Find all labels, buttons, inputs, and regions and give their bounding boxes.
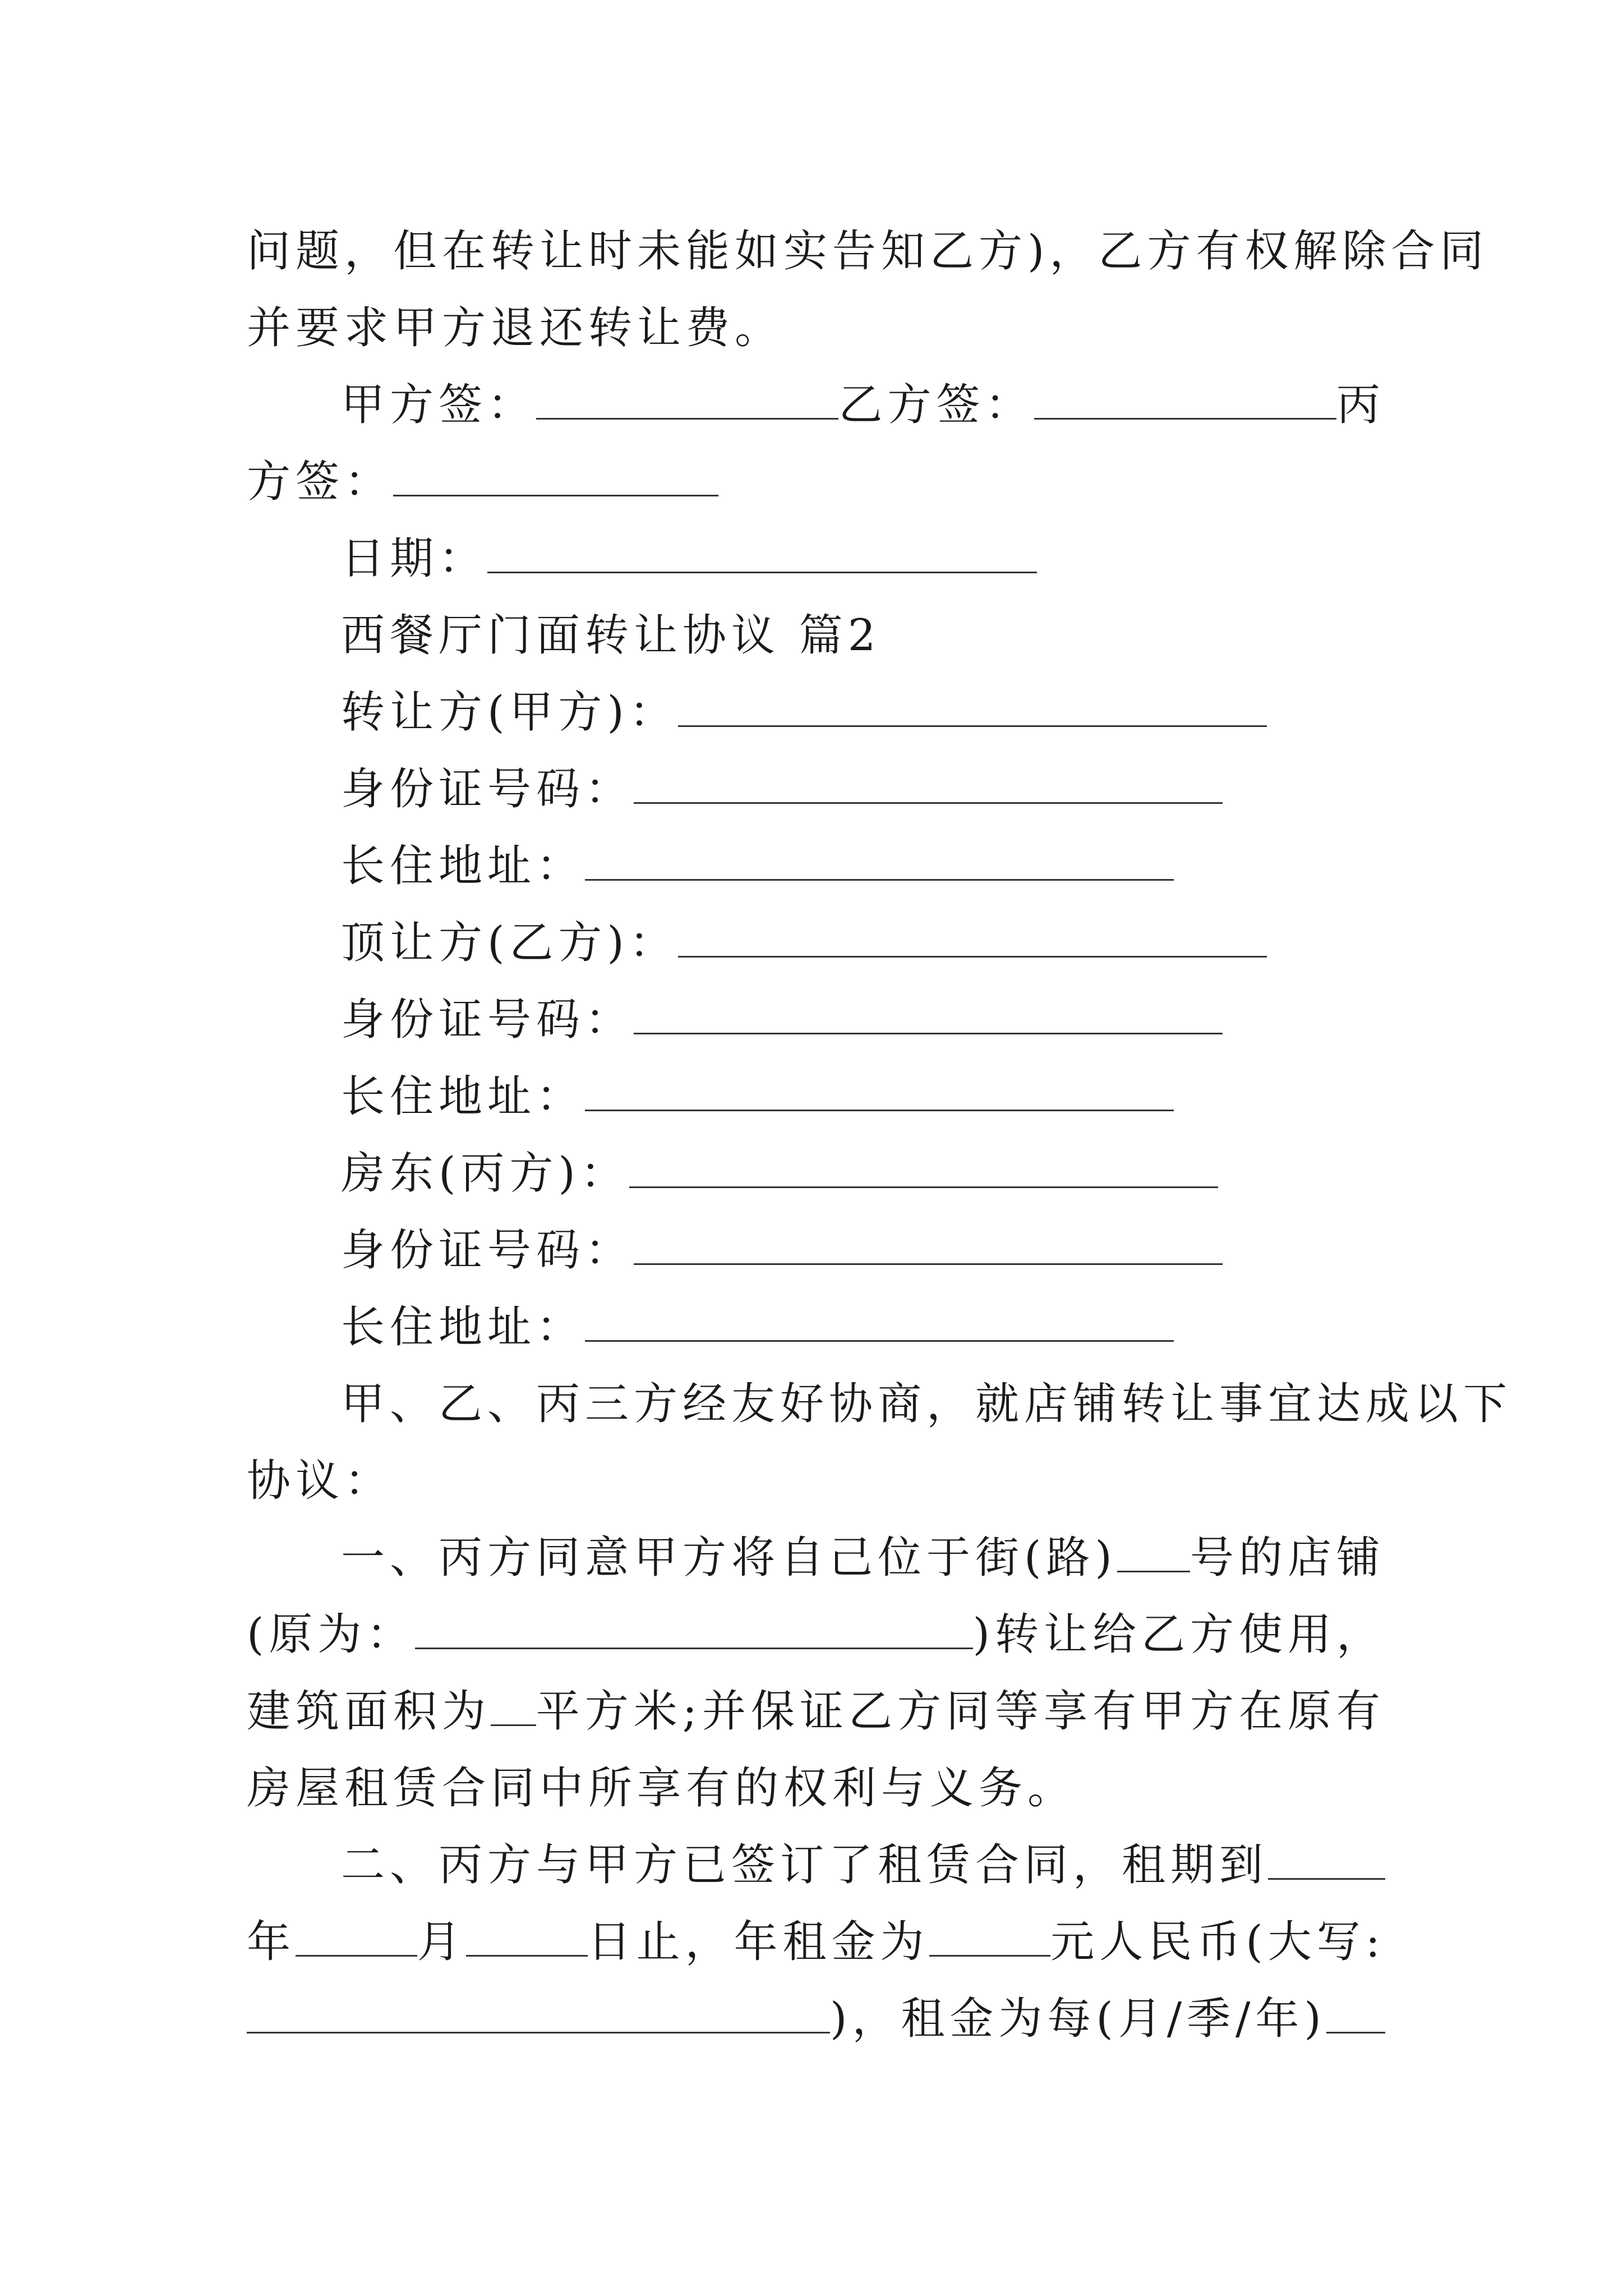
signature-line [247,444,1385,521]
clause-two-line [247,1827,1385,1904]
party-b-signature-label: 乙方签： [838,380,1034,430]
section-heading: 西餐厅门面转让协议 篇2 [341,610,881,661]
address-label: 长住地址： [341,1302,585,1352]
clause-text: 号的店铺 [1189,1533,1385,1583]
clause-text: 二、丙方与甲方已签订了租赁合同，租期到 [341,1840,1269,1890]
landlord-line [247,1135,1385,1212]
rent-amount-blank[interactable] [929,1915,1051,1957]
party-c-signature-blank[interactable] [393,454,718,496]
address-blank[interactable] [585,1069,1174,1111]
transferor-label: 转让方(甲方)： [341,687,678,738]
id-label: 身份证号码： [341,764,634,815]
month-blank[interactable] [296,1915,417,1957]
transferee-label: 顶让方(乙方)： [341,918,678,968]
clause-text: 元人民币(大写: [1050,1917,1386,1967]
party-a-signature-blank[interactable] [536,378,838,420]
paragraph-line: 房屋租赁合同中所享有的权利与义务。 [247,1763,1077,1814]
clause-text: 日止，年租金为 [587,1917,929,1967]
id-label: 身份证号码： [341,1225,634,1276]
clause-text: 建筑面积为 [247,1686,491,1737]
paragraph-line: 协议： [247,1456,394,1506]
clause-text: )转让给乙方使用， [972,1609,1385,1660]
party-c-signature-label-part2: 方签： [247,457,394,507]
party-b-signature-blank[interactable] [1034,378,1336,420]
clause-text: 一、丙方同意甲方将自己位于街(路) [341,1533,1117,1583]
id-line [247,751,1385,828]
document-page [247,213,1513,2058]
address-label: 长住地址： [341,841,585,891]
address-label: 长住地址： [341,1071,585,1122]
street-number-blank[interactable] [1117,1530,1190,1572]
transferor-blank[interactable] [678,685,1267,727]
paragraph-line: 问题，但在转让时未能如实告知乙方)，乙方有权解除合同 [247,226,1489,277]
address-blank[interactable] [585,839,1174,881]
id-blank[interactable] [634,992,1223,1034]
paragraph-line: 并要求甲方退还转让费。 [247,303,784,353]
clause-one-line [247,1520,1385,1596]
clause-two-line [247,1981,1385,2058]
term-year-blank[interactable] [1268,1838,1385,1880]
clause-one-line [247,1596,1385,1673]
party-a-signature-label: 甲方签： [341,380,537,430]
rent-amount-words-blank[interactable] [247,1991,830,2033]
transferee-line [247,905,1385,982]
party-c-signature-label-part1: 丙 [1336,380,1385,430]
id-line [247,982,1385,1059]
landlord-blank[interactable] [629,1146,1218,1188]
day-blank[interactable] [466,1915,588,1957]
address-line [247,1059,1385,1135]
original-use-blank[interactable] [415,1607,972,1649]
transferee-blank[interactable] [678,915,1267,958]
area-blank[interactable] [491,1684,536,1726]
clause-text: (原为： [247,1609,416,1660]
landlord-label: 房东(丙方)： [341,1148,629,1199]
clause-text: 年 [247,1917,296,1967]
id-label: 身份证号码： [341,995,634,1045]
id-blank[interactable] [634,1223,1223,1265]
signature-line [247,367,1385,444]
date-label: 日期： [341,533,488,584]
address-blank[interactable] [585,1300,1174,1342]
transferor-line [247,674,1385,751]
date-line [247,521,1385,597]
clause-text: )，租金为每(月/季/年) [830,1994,1326,2044]
clause-text: 平方米;并保证乙方同等享有甲方在原有 [536,1686,1385,1737]
address-line [247,828,1385,905]
rent-period-blank[interactable] [1326,1991,1385,2033]
id-blank[interactable] [634,762,1223,804]
clause-one-line [247,1673,1385,1750]
address-line [247,1289,1385,1366]
clause-two-line [247,1904,1385,1981]
paragraph-line: 甲、乙、丙三方经友好协商，就店铺转让事宜达成以下 [341,1379,1513,1429]
date-blank[interactable] [487,531,1037,573]
id-line [247,1212,1385,1289]
clause-text: 月 [417,1917,466,1967]
